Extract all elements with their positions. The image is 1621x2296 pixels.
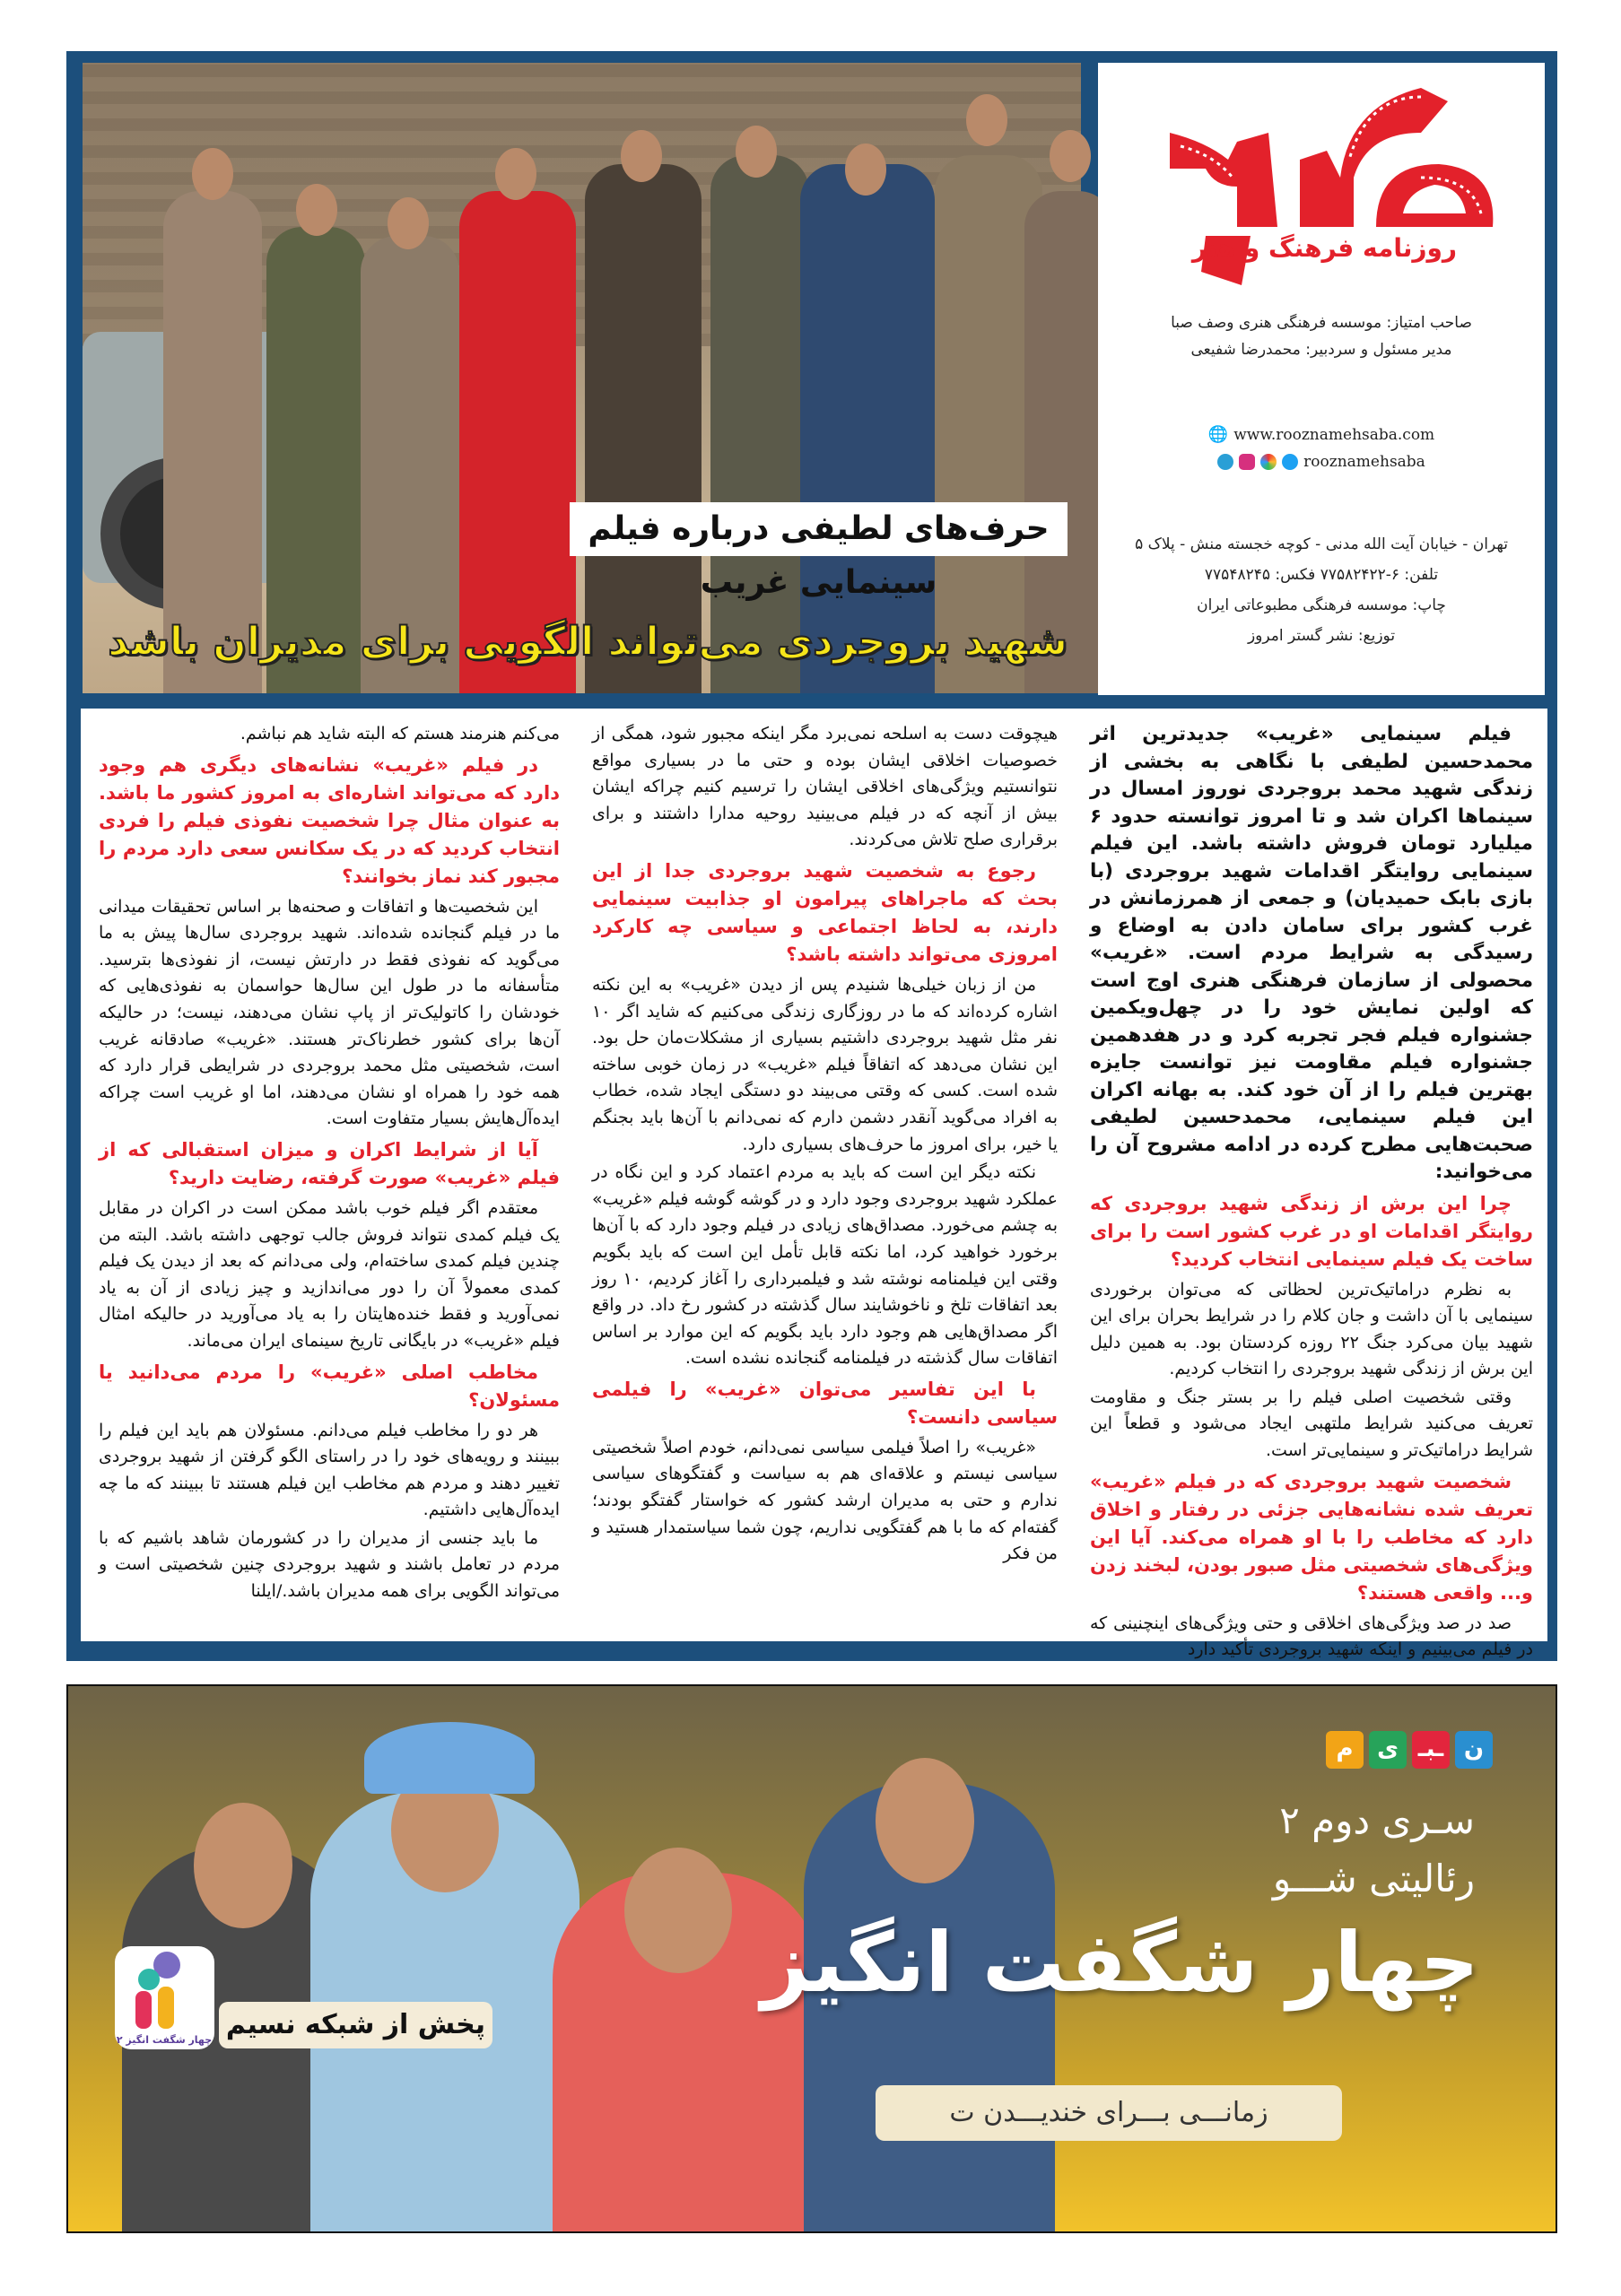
phone-fax: تلفن: ۶-۷۷۵۸۲۴۲۲ فکس: ۷۷۵۴۸۲۴۵ — [1204, 566, 1439, 584]
paragraph: فیلم سینمایی «غریب» جدیدترین اثر محمدحسین لطیفی با نگاهی به بخشی از زندگی شهید محمد بروجردی نوروز امسال در سینماها اکران شد و تا امروز توانسته حدود ۶ میلیارد تومان فروش داشته باشد. این فیلم سینمایی روایتگر اقدامات شهید بروجردی (با بازی بابک حمیدیان) و جمعی از همرزمانش در غرب کشور برای سامان دادن به اوضاع و رسیدگی به شرایط مردم است. «غریب» محصولی از سازمان فرهنگی هنری اوج است که اولین نمایش خود را در چهل‌ویکمین جشنواره فیلم فجر تجربه کرد و در هفدهمین جشنواره فیلم مقاومت نیز توانست جایزه بهترین فیلم را از آن خود کند. به بهانه اکران این فیلم سینمایی، محمدحسین لطیفی صحبت‌هایی مطرح کرده در ادامه مشروح آن را می‌خوانید: — [1090, 723, 1533, 1183]
globe-icon: 🌐 — [1207, 425, 1229, 444]
address: تهران - خیابان آیت الله مدنی - کوچه خجسته منش - پلاک ۵ — [1135, 535, 1508, 553]
paragraph: نکته دیگر این است که باید به مردم اعتماد کرد و این نگاه در عملکرد شهید بروجردی وجود دارد و در گوشه گوشه فیلم «غریب» به چشم می‌خورد. مصداق‌های زیادی در فیلم وجود دارد که با آن‌ها برخورد خواهید کرد، اما نکته قابل تأمل این است که باید بگویم وقتی این فیلمنامه نوشته شد و فیلمبرداری را آغاز کردیم، ۱۰ روز بعد اتفاقات تلخ و ناخوشایند سال گذشته در کشور رخ داد. در واقع اگر مصداق‌هایی هم وجود دارد باید بگویم که این موارد بر اساس اتفاقات سال گذشته در فیلمنامه گنجانده نشده است. — [592, 1162, 1058, 1369]
show-logo — [113, 1942, 216, 2054]
headline-title: شهید بروجردی می‌تواند الگویی برای مدیران باشد — [108, 619, 1068, 665]
saba-logo — [1152, 79, 1502, 303]
ad-title: چهار شگفت انگیز — [761, 1915, 1479, 2011]
masthead-tagline: روزنامه فرهنگ و هنر — [1191, 233, 1457, 263]
paragraph: «غریب» را اصلاً فیلمی سیاسی نمی‌دانم، خودم اصلاً شخصیتی سیاسی نیستم و علاقه‌ای هم به سیاست و گفتگوهای سیاسی ندارم و حتی به مدیران ارشد کشور که خواستار گفتگو بودند؛ گفته‌ام که ما با هم گفتگویی نداریم، چون شما سیاستمدار هستید و من فکر — [592, 1437, 1058, 1564]
paragraph: هیچوقت دست به اسلحه نمی‌برد مگر اینکه مجبور شود، همگی از خصوصیات اخلاقی ایشان بوده و حتی ما در بسیاری مواقع نتوانستیم ویژگی‌های اخلاقی ایشان را ترسیم کنیم چراکه ایشان بیش از آنچه که در فیلم می‌بینید روحیه مدارا داشتند و برای برقراری صلح تلاش می‌کردند. — [592, 724, 1058, 850]
license-holder: صاحب امتیاز: موسسه فرهنگی هنری وصف صبا — [1171, 314, 1472, 332]
paragraph: صد در صد ویژگی‌های اخلاقی و حتی ویژگی‌های اینچنینی که در فیلم می‌بینیم و اینکه شهید بروجردی تأکید دارد — [1090, 1613, 1533, 1660]
interview-question: رجوع به شخصیت شهید بروجردی جدا از این بحث که ماجراهای پیرامون او جذابیت سینمایی دارند، به لحاظ اجتماعی و سیاسی چه کارکرد امروزی می‌تواند داشته باشد؟ — [592, 859, 1058, 965]
show-logo-text: چهار شگفت انگیز ۲ — [116, 2034, 213, 2046]
interview-question: در فیلم «غریب» نشانه‌های دیگری هم وجود دارد که می‌تواند اشاره‌ای به امروز کشور ما باشد. به عنوان مثال چرا شخصیت نفوذی فیلم را فردی انتخاب کردید که در یک سکانس سعی دارد مردم را مجبور کند نماز بخوانند؟ — [99, 753, 560, 887]
paragraph: معتقدم اگر فیلم خوب باشد ممکن است در اکران در مقابل یک فیلم کمدی نتواند فروش جالب توجهی داشته باشد. البته من چندین فیلم کمدی ساخته‌ام، ولی می‌دانم که بعد از دیدن یک فیلم کمدی معمولاً آن را دور می‌اندازید و چیز زیادی از آن به یاد نمی‌آورید و فقط خنده‌هایتان را به یاد می‌آورید در حالیکه امثال فیلم «غریب» در بایگانی تاریخ سینمای ایران می‌ماند. — [99, 1197, 560, 1351]
ad-season: سـری دوم ۲ — [1279, 1798, 1475, 1842]
article-column-2 — [574, 709, 1072, 1641]
twitter-icon[interactable] — [1282, 454, 1298, 470]
paragraph: من از زبان خیلی‌ها شنیدم پس از دیدن «غریب» به این نکته اشاره کرده‌اند که ما در روزگاری زندگی می‌کنیم که شاید اگر ۱۰ نفر مثل شهید بروجردی داشتیم بسیاری از مشکلات‌مان حل بود. این نشان می‌دهد که اتفاقاً فیلم «غریب» در زمان خوبی ساخته شده است. کسی که وقتی می‌بیند دو دستگی ایجاد شده، خطاب به افراد می‌گوید آنقدر دشمن دارم که نمی‌دانم با آن‌ها باید بجنگم یا خیر، برای امروز ما حرف‌های بسیاری دارد. — [592, 974, 1058, 1154]
interview-question: آیا از شرایط اکران و میزان استقبالی که از فیلم «غریب» صورت گرفته، رضایت دارید؟ — [99, 1138, 560, 1188]
telegram-icon[interactable] — [1217, 454, 1233, 470]
interview-question: با این تفاسیر می‌توان «غریب» را فیلمی سیاسی دانست؟ — [592, 1378, 1058, 1428]
paragraph: می‌کنم هنرمند هستم که البته شاید هم نباشم. — [240, 724, 560, 744]
masthead — [1098, 63, 1545, 695]
paragraph: ما باید جنسی از مدیران را در کشورمان شاهد باشیم که با مردم در تعامل باشند و شهید بروجردی چنین شخصیتی است و می‌تواند الگویی برای همه مدیران باشد./ایلنا — [99, 1527, 560, 1602]
paragraph: به نظرم دراماتیک‌ترین لحظاتی که می‌توان برخوردی سینمایی با آن داشت و جان کلام را در شرایط بحران برای این شهید بیان می‌کرد جنگ ۲۲ روزه کردستان بود. به همین دلیل این برش از زندگی شهید بروجردی را انتخاب کردیم. — [1090, 1279, 1533, 1379]
ad-network: پخش از شبکه نسیم — [219, 2002, 492, 2048]
instagram-icon[interactable] — [1239, 454, 1255, 470]
interview-question: شخصیت شهید بروجردی که در فیلم «غریب» تعریف شده نشانه‌هایی جزئی در رفتار و اخلاق دارد که مخاطب را با او همراه می‌کند. آیا این ویژگی‌های شخصیتی مثل صبور بودن، لبخند زدن و... واقعی هستند؟ — [1090, 1470, 1533, 1604]
interview-question: مخاطب اصلی «غریب» را مردم می‌دانید یا مسئولان؟ — [99, 1361, 560, 1411]
printer: چاپ: موسسه فرهنگی مطبوعاتی ایران — [1197, 596, 1446, 614]
ad-slogan: زمانـــی بـــرای خندیـــدن ت — [876, 2085, 1342, 2141]
advertisement-banner[interactable] — [66, 1684, 1557, 2233]
distributor: توزیع: نشر گستر امروز — [1247, 627, 1396, 645]
article-column-1 — [1072, 709, 1547, 1660]
interview-question: چرا این برش از زندگی شهید بروجردی که روایتگر اقدامات او در غرب کشور است را برای ساخت یک فیلم سینمایی انتخاب کردید؟ — [1090, 1192, 1533, 1270]
social-handle: rooznamehsaba — [1303, 453, 1425, 471]
headline-kicker: حرف‌های لطیفی درباره فیلم سینمایی غریب — [570, 502, 1068, 556]
ad-genre: رئالیتی شـــو — [1272, 1857, 1475, 1900]
paragraph: این شخصیت‌ها و اتفاقات و صحنه‌ها بر اساس تحقیقات میدانی ما در فیلم گنجانده شده‌اند. شهید بروجردی سال‌ها پیش به ما می‌گوید که نفوذی فقط در دارتش نیست، از نفوذی‌ها بترسید. متأسفانه ما در طول این سال‌ها حواسمان به نفوذی‌هایی که خودشان را کاتولیک‌تر از پاپ نشان می‌دهند، نیست؛ در حالیکه آن‌ها برای کشور خطرناک‌تر هستند. «غریب» صادقانه غریب است، شخصیتی مثل محمد بروجردی در شرایطی قرار دارد که همه خود را همراه او نشان می‌دهند، اما او غریب است چراکه ایده‌آل‌هایش بسیار متفاوت است. — [99, 896, 560, 1129]
editor: مدیر مسئول و سردبیر: محمدرضا شفیعی — [1190, 341, 1452, 359]
paragraph: هر دو را مخاطب فیلم می‌دانم. مسئولان هم باید این فیلم را ببینند و رویه‌های خود را در راستای الگو گرفتن از شهید بروجردی تغییر دهند و مردم هم مخاطب این فیلم هستند تا ببینند که ما چه ایده‌آل‌هایی داشتیم. — [99, 1420, 560, 1520]
website-link[interactable]: www.rooznamehsaba.com — [1233, 426, 1435, 444]
aparat-icon[interactable] — [1260, 454, 1277, 470]
paragraph: وقتی شخصیت اصلی فیلم را بر بستر جنگ و مقاومت تعریف می‌کنید شرایط ملتهبی ایجاد می‌شود و قطعاً این شرایط دراماتیک‌تر و سینمایی‌تر است. — [1090, 1387, 1533, 1461]
nasim-brand-logo: م ی ـبـ ن — [1326, 1731, 1493, 1769]
article-column-3 — [81, 709, 574, 1641]
